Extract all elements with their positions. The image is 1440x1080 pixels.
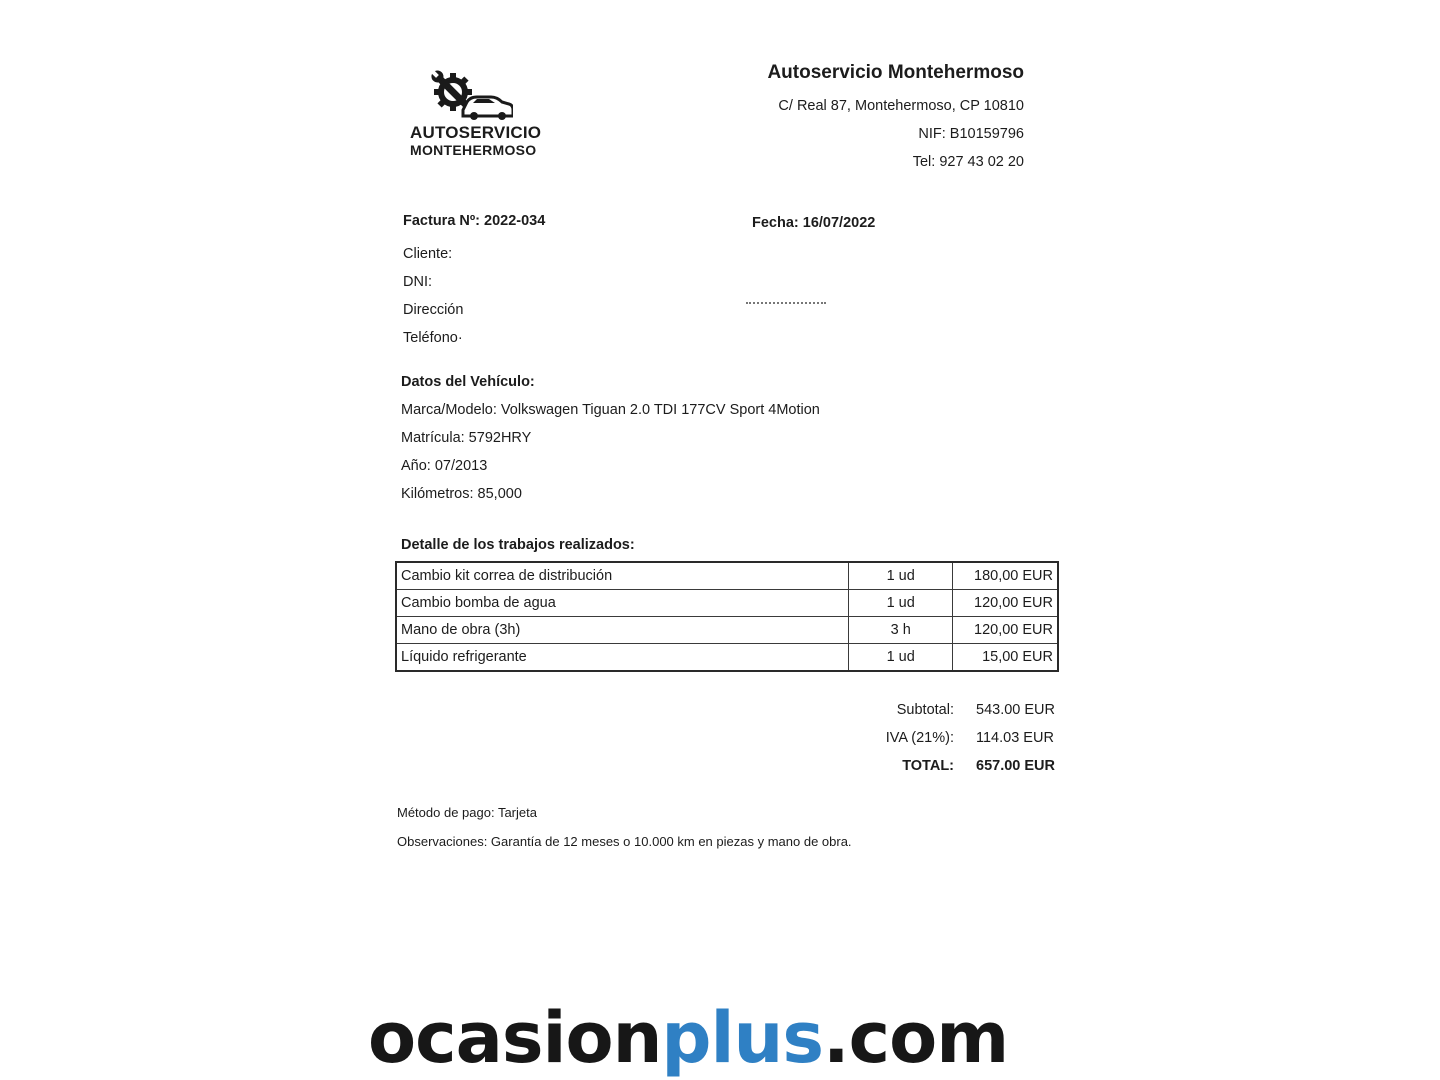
work-description: Líquido refrigerante <box>396 644 849 672</box>
client-label: Cliente: <box>403 246 453 262</box>
work-quantity: 1 ud <box>849 562 953 590</box>
total-row <box>850 752 1060 780</box>
work-price: 120,00 EUR <box>953 617 1058 644</box>
company-tel: Tel: 927 43 02 20 <box>912 154 1024 170</box>
vehicle-model: Marca/Modelo: Volkswagen Tiguan 2.0 TDI 177CV Sport 4Motion <box>401 402 820 418</box>
phone-label: Teléfono· <box>403 330 463 346</box>
subtotal-label: Subtotal: <box>896 702 954 718</box>
table-row <box>396 590 1058 617</box>
company-logo <box>405 70 542 158</box>
gear-wrench-car-icon <box>431 70 513 122</box>
iva-label: IVA (21%): <box>885 730 954 746</box>
table-row <box>396 617 1058 644</box>
work-price: 15,00 EUR <box>953 644 1058 672</box>
ocasionplus-brand-logo <box>368 998 1008 1078</box>
vehicle-plate: Matrícula: 5792HRY <box>401 430 532 446</box>
work-description: Cambio bomba de agua <box>396 590 849 617</box>
observations: Observaciones: Garantía de 12 meses o 10.000 km en piezas y mano de obra. <box>397 834 852 849</box>
work-price: 120,00 EUR <box>953 590 1058 617</box>
work-description: Mano de obra (3h) <box>396 617 849 644</box>
company-name: Autoservicio Montehermoso <box>767 62 1024 83</box>
payment-method: Método de pago: Tarjeta <box>397 805 537 820</box>
company-header <box>767 60 1024 176</box>
total-label: TOTAL: <box>902 758 954 774</box>
iva-value: 114.03 EUR <box>976 730 1054 746</box>
work-description: Cambio kit correa de distribución <box>396 562 849 590</box>
work-price: 180,00 EUR <box>953 562 1058 590</box>
invoice-date: Fecha: 16/07/2022 <box>752 215 876 231</box>
dni-label: DNI: <box>403 274 432 290</box>
work-quantity: 3 h <box>849 617 953 644</box>
notes-block <box>397 798 852 856</box>
company-nif: NIF: B10159796 <box>918 126 1024 142</box>
client-block <box>403 240 463 352</box>
logo-text-line1: AUTOSERVICIO <box>410 123 542 142</box>
table-row <box>396 644 1058 672</box>
logo-text-line2: MONTEHERMOSO <box>410 142 537 158</box>
redacted-text <box>746 299 826 305</box>
vehicle-year: Año: 07/2013 <box>401 458 488 474</box>
work-quantity: 1 ud <box>849 590 953 617</box>
brand-part1: ocasion <box>368 997 662 1079</box>
brand-part3: .com <box>823 997 1009 1079</box>
vehicle-section <box>401 368 820 508</box>
total-value: 657.00 EUR <box>976 758 1055 774</box>
invoice-number: Factura Nº: 2022-034 <box>403 213 546 229</box>
subtotal-value: 543.00 EUR <box>976 702 1055 718</box>
works-table <box>395 561 1059 672</box>
company-address: C/ Real 87, Montehermoso, CP 10810 <box>778 98 1024 114</box>
vehicle-km: Kilómetros: 85,000 <box>401 486 522 502</box>
subtotal-row <box>850 696 1060 724</box>
work-quantity: 1 ud <box>849 644 953 672</box>
address-label: Dirección <box>403 302 464 318</box>
totals-block <box>850 696 1060 780</box>
works-title: Detalle de los trabajos realizados: <box>401 537 635 553</box>
iva-row <box>850 724 1060 752</box>
table-row <box>396 562 1058 590</box>
brand-part2: plus <box>661 997 824 1079</box>
vehicle-title: Datos del Vehículo: <box>401 374 535 390</box>
